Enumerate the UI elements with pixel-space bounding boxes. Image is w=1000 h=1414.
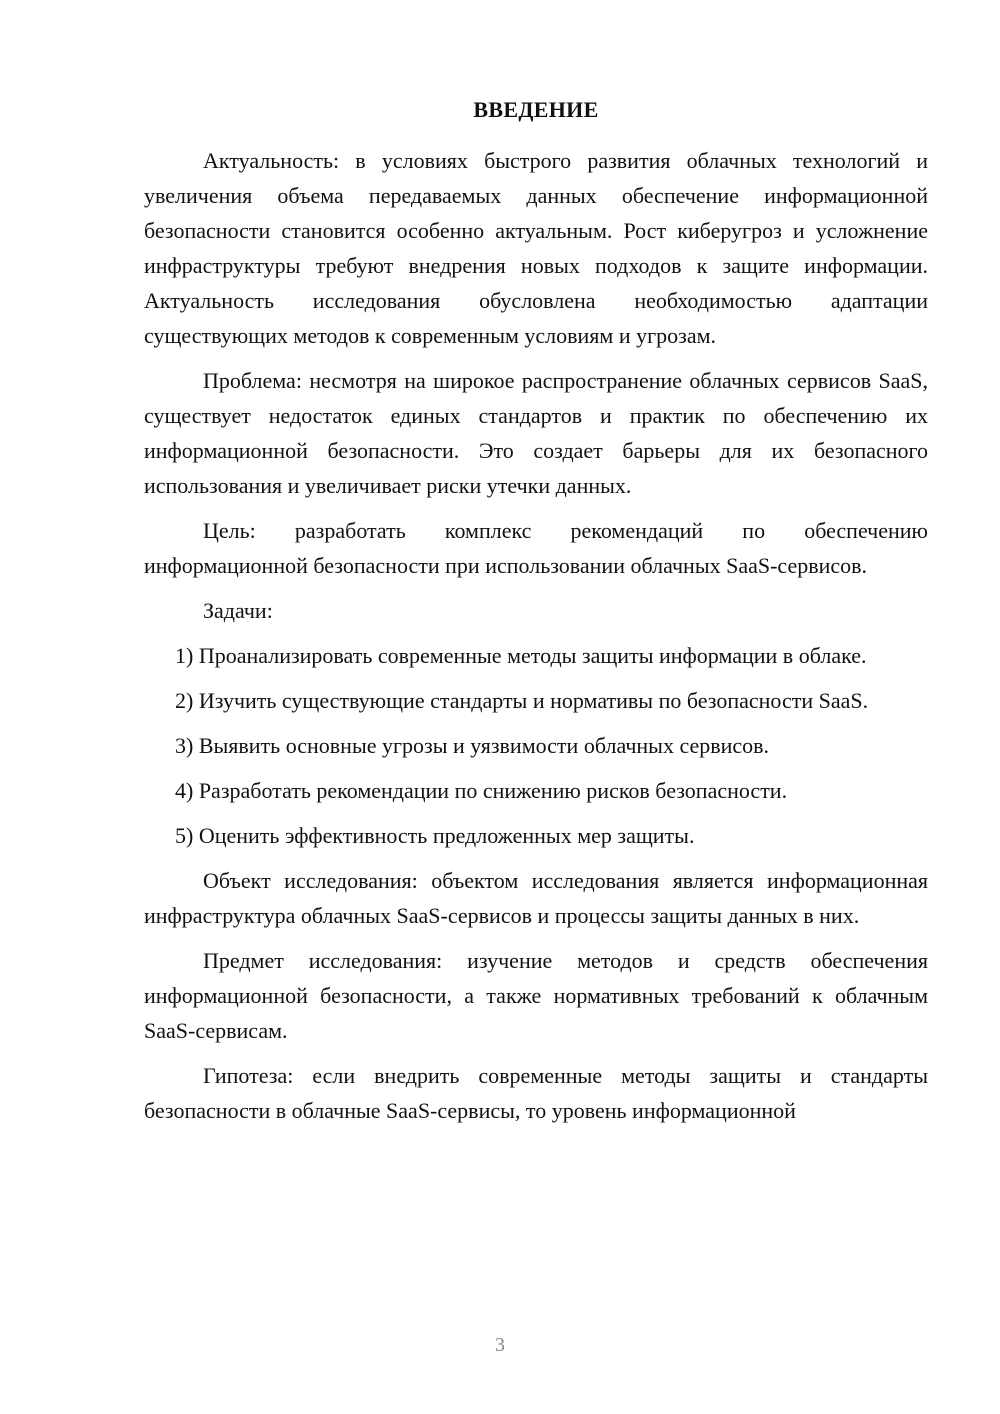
subject-paragraph: Предмет исследования: изучение методов и средств обеспечения информационной безопасности, а также нормативных требований к облачным SaaS-сервисам. xyxy=(144,948,928,1043)
page-number: 3 xyxy=(495,1334,505,1356)
task-item-3: 3) Выявить основные угрозы и уязвимости облачных сервисов. xyxy=(175,733,770,758)
relevance-paragraph: Актуальность: в условиях быстрого развития облачных технологий и увеличения объема передаваемых данных обеспечение информационной безопасности становится особенно актуальным. Рост киберугроз и усложнение инфраструктуры требуют внедрения новых подходов к защите информации. Актуальность исследования обусловлена необходимостью адаптации существующих методов к современным условиям и угрозам. xyxy=(144,148,928,348)
page-title: ВВЕДЕНИЕ xyxy=(473,97,599,122)
task-item-4: 4) Разработать рекомендации по снижению рисков безопасности. xyxy=(175,778,788,803)
object-paragraph: Объект исследования: объектом исследования является информационная инфраструктура облачных SaaS-сервисов и процессы защиты данных в них. xyxy=(144,868,928,928)
page-content xyxy=(144,95,928,1138)
goal-paragraph: Цель: разработать комплекс рекомендаций по обеспечению информационной безопасности при использовании облачных SaaS-сервисов. xyxy=(144,518,928,578)
tasks-heading: Задачи: xyxy=(203,598,273,623)
task-item-2: 2) Изучить существующие стандарты и нормативы по безопасности SaaS. xyxy=(175,688,869,713)
task-item-5: 5) Оценить эффективность предложенных мер защиты. xyxy=(175,823,695,848)
problem-paragraph: Проблема: несмотря на широкое распространение облачных сервисов SaaS, существует недостаток единых стандартов и практик по обеспечению их информационной безопасности. Это создает барьеры для их безопасного использования и увеличивает риски утечки данных. xyxy=(144,368,928,498)
task-item-1: 1) Проанализировать современные методы защиты информации в облаке. xyxy=(175,643,867,668)
hypothesis-paragraph: Гипотеза: если внедрить современные методы защиты и стандарты безопасности в облачные SaaS-сервисы, то уровень информационной xyxy=(144,1063,928,1123)
